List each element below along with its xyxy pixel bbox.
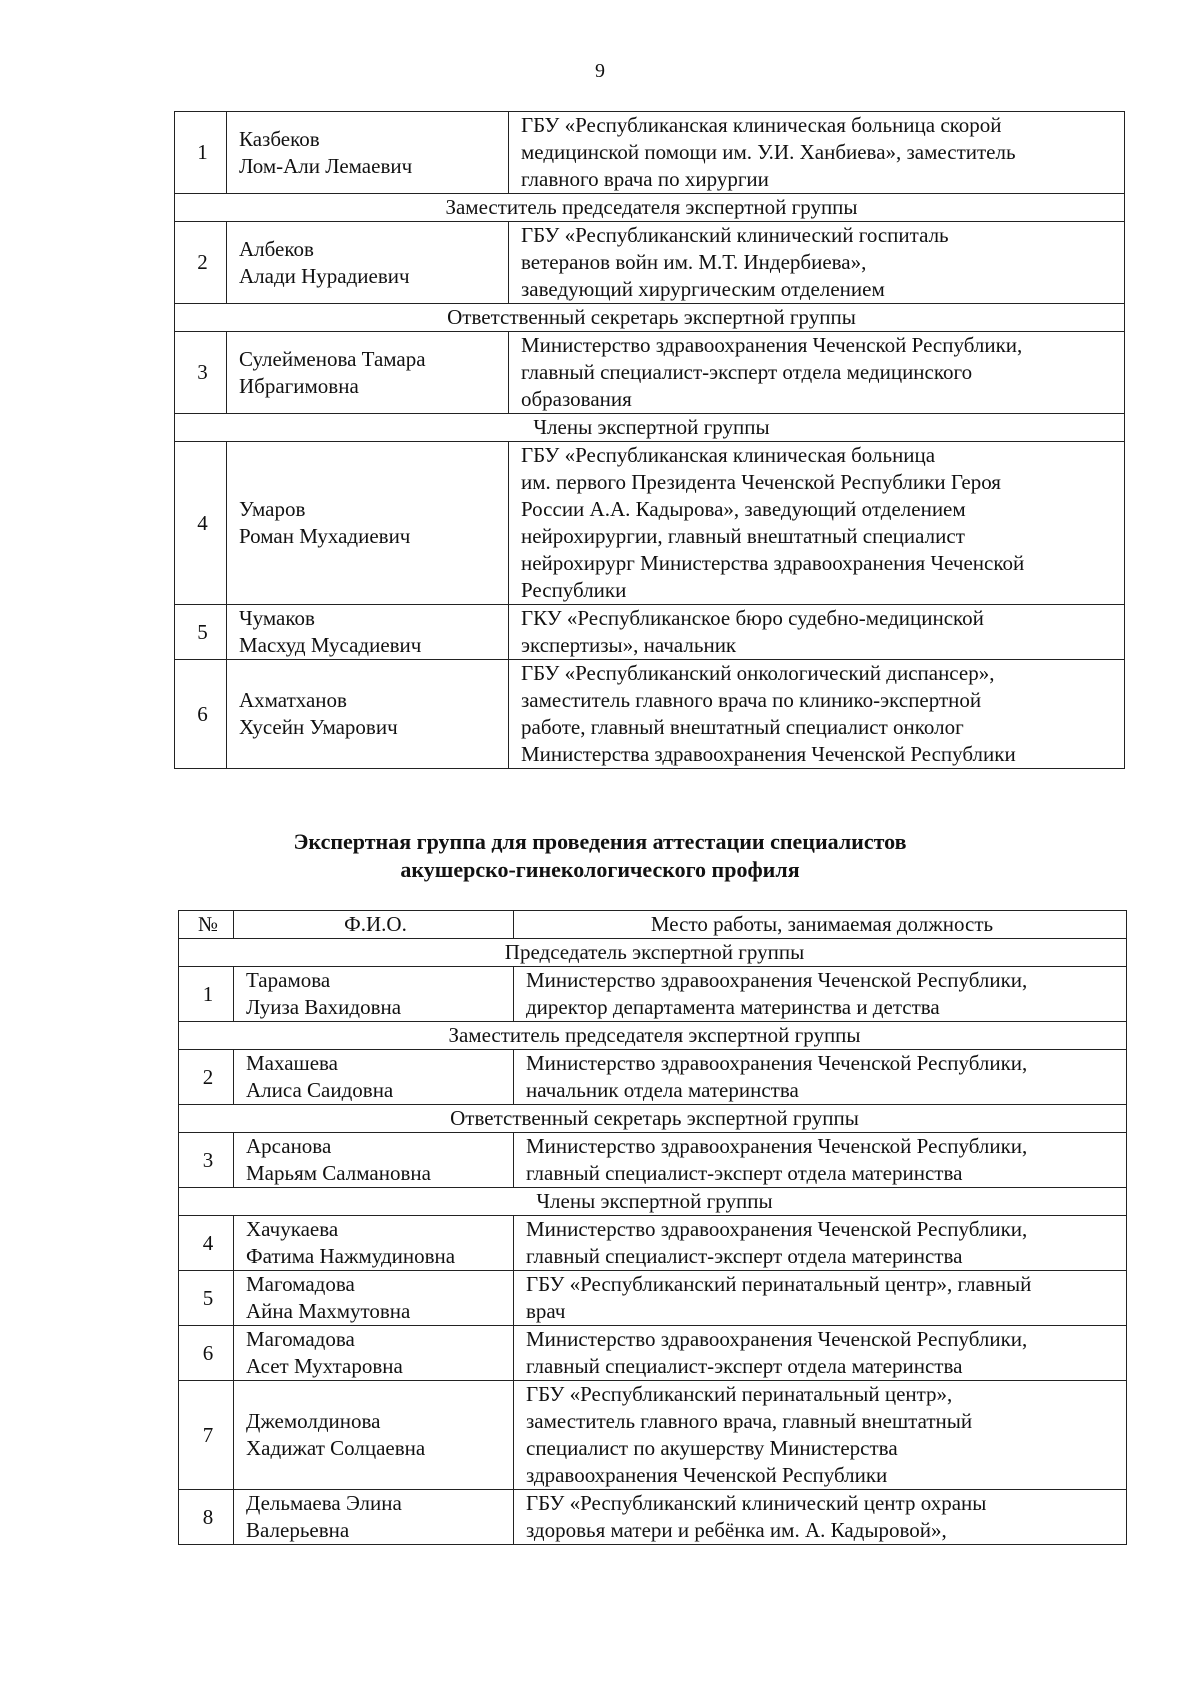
name-line: Сулейменова Тамара	[239, 346, 426, 371]
name-line: Марьям Салмановна	[246, 1161, 431, 1185]
section-row	[179, 1105, 1127, 1133]
row-number: 5	[179, 1271, 234, 1326]
name-line: Асет Мухтаровна	[246, 1354, 403, 1378]
name-line: Луиза Вахидовна	[246, 995, 402, 1019]
position-line: ГБУ «Республиканская клиническая больница	[521, 443, 936, 467]
name-line: Джемолдинова	[246, 1409, 381, 1433]
workplace-position	[509, 222, 1125, 304]
table-row	[179, 1326, 1127, 1381]
section-title: Ответственный секретарь экспертной группы	[175, 304, 1125, 332]
table-row	[179, 1216, 1127, 1271]
header-num: №	[179, 911, 234, 939]
expert-group-table-obstetrics	[178, 910, 1127, 1545]
table-header-row	[179, 911, 1127, 939]
name-line: Чумаков	[239, 606, 315, 630]
table1-body	[175, 112, 1125, 769]
name-line: Хусейн Умарович	[239, 715, 398, 739]
position-line: образования	[521, 387, 632, 411]
name-line: Роман Мухадиевич	[239, 524, 411, 548]
row-number: 5	[175, 605, 227, 660]
position-line: ГБУ «Республиканская клиническая больница скорой	[521, 113, 1002, 137]
name-line: Дельмаева Элина	[246, 1491, 402, 1515]
name-line: Лом-Али Лемаевич	[239, 153, 413, 178]
row-number: 7	[179, 1381, 234, 1490]
table-row	[179, 1133, 1127, 1188]
row-number: 2	[179, 1050, 234, 1105]
section-row	[175, 304, 1125, 332]
section-row	[179, 1022, 1127, 1050]
position-line: ГБУ «Республиканский онкологический диспансер»,	[521, 661, 995, 685]
section-title: Заместитель председателя экспертной группы	[175, 194, 1125, 222]
row-number: 3	[179, 1133, 234, 1188]
section-title: Председатель экспертной группы	[179, 939, 1127, 967]
workplace-position	[509, 660, 1125, 769]
row-number: 6	[175, 660, 227, 769]
person-name	[234, 1216, 514, 1271]
row-number: 6	[179, 1326, 234, 1381]
person-name	[234, 1326, 514, 1381]
position-line: Министерство здравоохранения Чеченской Республики,	[526, 1134, 1028, 1158]
name-line: Магомадова	[246, 1272, 355, 1296]
workplace-position	[514, 1133, 1127, 1188]
position-line: главный специалист-эксперт отдела материнства	[526, 1354, 963, 1378]
position-line: ГБУ «Республиканский клинический госпиталь	[521, 223, 949, 247]
row-number: 1	[175, 112, 227, 194]
workplace-position	[509, 442, 1125, 605]
header-position: Место работы, занимаемая должность	[514, 911, 1127, 939]
name-line: Магомадова	[246, 1327, 355, 1351]
position-line: начальник отдела материнства	[526, 1078, 799, 1102]
person-name	[227, 442, 509, 605]
heading-line-2: акушерско-гинекологического профиля	[400, 857, 800, 882]
position-line: работе, главный внештатный специалист онколог	[521, 715, 964, 739]
section-row	[175, 194, 1125, 222]
name-line: Арсанова	[246, 1134, 332, 1158]
position-line: специалист по акушерству Министерства	[526, 1436, 898, 1460]
person-name	[227, 605, 509, 660]
position-line: Министерство здравоохранения Чеченской Республики,	[521, 333, 1023, 357]
table-row	[179, 1490, 1127, 1545]
name-line: Умаров	[239, 497, 306, 521]
header-name: Ф.И.О.	[234, 911, 514, 939]
workplace-position	[514, 1216, 1127, 1271]
position-line: здравоохранения Чеченской Республики	[526, 1463, 888, 1487]
position-line: директор департамента материнства и детства	[526, 995, 940, 1019]
row-number: 4	[179, 1216, 234, 1271]
row-number: 1	[179, 967, 234, 1022]
person-name	[234, 1050, 514, 1105]
person-name	[234, 1133, 514, 1188]
position-line: Министерство здравоохранения Чеченской Республики,	[526, 968, 1028, 992]
name-line: Масхуд Мусадиевич	[239, 633, 422, 657]
position-line: главный специалист-эксперт отдела материнства	[526, 1161, 963, 1185]
name-line: Махашева	[246, 1051, 338, 1075]
position-line: врач	[526, 1299, 566, 1323]
workplace-position	[509, 605, 1125, 660]
position-line: экспертизы», начальник	[521, 633, 737, 657]
position-line: заместитель главного врача, главный внештатный	[526, 1409, 973, 1433]
position-line: нейрохирургии, главный внештатный специалист	[521, 524, 965, 548]
position-line: заведующий хирургическим отделением	[521, 277, 885, 301]
row-number: 3	[175, 332, 227, 414]
name-line: Фатима Нажмудиновна	[246, 1244, 456, 1268]
heading-line-1: Экспертная группа для проведения аттестации специалистов	[293, 829, 907, 854]
table-row	[175, 332, 1125, 414]
workplace-position	[514, 1050, 1127, 1105]
table-row	[175, 605, 1125, 660]
position-line: главный специалист-эксперт отдела медицинского	[521, 360, 973, 384]
section-title: Ответственный секретарь экспертной группы	[179, 1105, 1127, 1133]
table-row	[179, 1271, 1127, 1326]
name-line: Валерьевна	[246, 1518, 350, 1542]
position-line: ГБУ «Республиканский перинатальный центр», главный	[526, 1272, 1032, 1296]
position-line: ГКУ «Республиканское бюро судебно-медицинской	[521, 606, 984, 630]
position-line: главный специалист-эксперт отдела материнства	[526, 1244, 963, 1268]
table-row	[179, 1050, 1127, 1105]
position-line: ветеранов войн им. М.Т. Индербиева»,	[521, 250, 867, 274]
person-name	[227, 112, 509, 194]
row-number: 2	[175, 222, 227, 304]
person-name	[234, 1381, 514, 1490]
position-line: главного врача по хирургии	[521, 167, 769, 191]
workplace-position	[509, 112, 1125, 194]
section-heading	[0, 828, 1200, 884]
table-row	[175, 660, 1125, 769]
position-line: здоровья матери и ребёнка им. А. Кадыровой»,	[526, 1518, 947, 1542]
name-line: Хадижат Солцаевна	[246, 1436, 426, 1460]
position-line: ГБУ «Республиканский перинатальный центр»,	[526, 1382, 953, 1406]
row-number: 4	[175, 442, 227, 605]
name-line: Казбеков	[239, 126, 320, 151]
table-row	[175, 112, 1125, 194]
table-row	[179, 1381, 1127, 1490]
name-line: Ахматханов	[239, 688, 347, 712]
position-line: Республики	[521, 578, 627, 602]
position-line: Министерство здравоохранения Чеченской Республики,	[526, 1327, 1028, 1351]
section-title: Члены экспертной группы	[175, 414, 1125, 442]
name-line: Хачукаева	[246, 1217, 339, 1241]
name-line: Албеков	[239, 236, 314, 261]
workplace-position	[514, 1326, 1127, 1381]
name-line: Ибрагимовна	[239, 373, 359, 398]
workplace-position	[514, 1381, 1127, 1490]
position-line: Министерство здравоохранения Чеченской Республики,	[526, 1051, 1028, 1075]
expert-group-table-surgery	[174, 111, 1125, 769]
section-row	[175, 414, 1125, 442]
person-name	[234, 967, 514, 1022]
name-line: Айна Махмутовна	[246, 1299, 411, 1323]
name-line: Алади Нурадиевич	[239, 263, 410, 288]
workplace-position	[514, 1490, 1127, 1545]
section-row	[179, 939, 1127, 967]
person-name	[234, 1271, 514, 1326]
table-row	[175, 442, 1125, 605]
person-name	[227, 332, 509, 414]
table-row	[175, 222, 1125, 304]
position-line: Министерство здравоохранения Чеченской Республики,	[526, 1217, 1028, 1241]
workplace-position	[514, 1271, 1127, 1326]
table-row	[179, 967, 1127, 1022]
position-line: нейрохирург Министерства здравоохранения Чеченской	[521, 551, 1025, 575]
workplace-position	[514, 967, 1127, 1022]
workplace-position	[509, 332, 1125, 414]
section-title: Заместитель председателя экспертной группы	[179, 1022, 1127, 1050]
person-name	[234, 1490, 514, 1545]
position-line: им. первого Президента Чеченской Республики Героя	[521, 470, 1001, 494]
name-line: Алиса Саидовна	[246, 1078, 394, 1102]
position-line: России А.А. Кадырова», заведующий отделением	[521, 497, 966, 521]
page-number: 9	[595, 60, 605, 82]
position-line: заместитель главного врача по клинико-экспертной	[521, 688, 982, 712]
section-row	[179, 1188, 1127, 1216]
person-name	[227, 660, 509, 769]
row-number: 8	[179, 1490, 234, 1545]
position-line: медицинской помощи им. У.И. Ханбиева», заместитель	[521, 140, 1016, 164]
name-line: Тарамова	[246, 968, 331, 992]
table2-body	[179, 939, 1127, 1545]
section-title: Члены экспертной группы	[179, 1188, 1127, 1216]
position-line: ГБУ «Республиканский клинический центр охраны	[526, 1491, 987, 1515]
person-name	[227, 222, 509, 304]
position-line: Министерства здравоохранения Чеченской Республики	[521, 742, 1016, 766]
